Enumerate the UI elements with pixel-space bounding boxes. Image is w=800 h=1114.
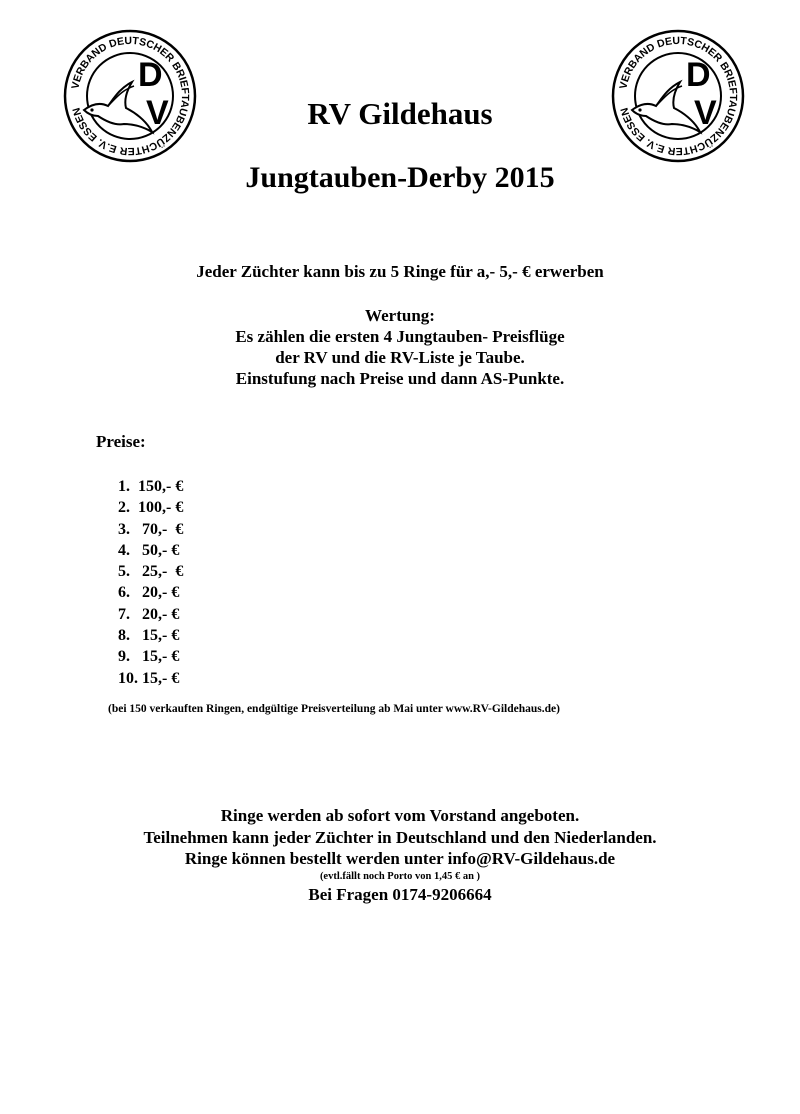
prize-footnote: (bei 150 verkauften Ringen, endgültige Preisverteilung ab Mai unter www.RV-Gildehaus.de) <box>108 703 560 715</box>
prize-item: 4. 50,- € <box>118 541 180 559</box>
wertung-section <box>0 305 800 389</box>
wertung-line: Einstufung nach Preise und dann AS-Punkte. <box>235 369 565 388</box>
prize-item: 8. 15,- € <box>118 627 180 645</box>
prize-item: 7. 20,- € <box>118 605 180 623</box>
seal-ring-text: VERBAND DEUTSCHER BRIEFTAUBENZÜCHTER E.V. ESSEN <box>617 34 740 158</box>
footer-contact-line: Ringe können bestellt werden unter info@RV-Gildehaus.de <box>184 849 616 868</box>
prize-item: 3. 70,- € <box>118 520 184 538</box>
wertung-heading: Wertung: <box>365 306 435 325</box>
page-title: RV Gildehaus <box>307 96 493 131</box>
wertung-line: Es zählen die ersten 4 Jungtauben- Preisflüge <box>235 327 565 346</box>
prize-item: 5. 25,- € <box>118 563 184 581</box>
seal-letter-v: V <box>694 94 717 132</box>
footer-section <box>0 805 800 905</box>
footer-line: Ringe werden ab sofort vom Vorstand angeboten. <box>220 806 580 825</box>
footer-postage-note: (evtl.fällt noch Porto von 1,45 € an ) <box>319 870 481 882</box>
prize-item: 9. 15,- € <box>118 648 180 666</box>
prize-item: 1. 150,- € <box>118 478 184 495</box>
preise-heading: Preise: <box>96 432 146 451</box>
prize-item: 2. 100,- € <box>118 499 184 517</box>
intro-text: Jeder Züchter kann bis zu 5 Ringe für a,- 5,- € erwerben <box>196 262 604 281</box>
footer-line: Teilnehmen kann jeder Züchter in Deutschland und den Niederlanden. <box>143 827 657 847</box>
prize-item: 10. 15,- € <box>118 669 180 687</box>
footer-phone-line: Bei Fragen 0174-9206664 <box>308 884 492 904</box>
wertung-line: der RV und die RV-Liste je Taube. <box>275 348 525 367</box>
seal-letter-v: V <box>146 94 169 132</box>
seal-letter-d: D <box>686 56 711 94</box>
prize-item: 6. 20,- € <box>118 584 180 602</box>
page-subtitle: Jungtauben-Derby 2015 <box>245 161 555 194</box>
prize-list <box>118 476 183 689</box>
seal-ring-text: VERBAND DEUTSCHER BRIEFTAUBENZÜCHTER E.V. ESSEN <box>69 34 192 158</box>
seal-letter-d: D <box>138 56 163 94</box>
